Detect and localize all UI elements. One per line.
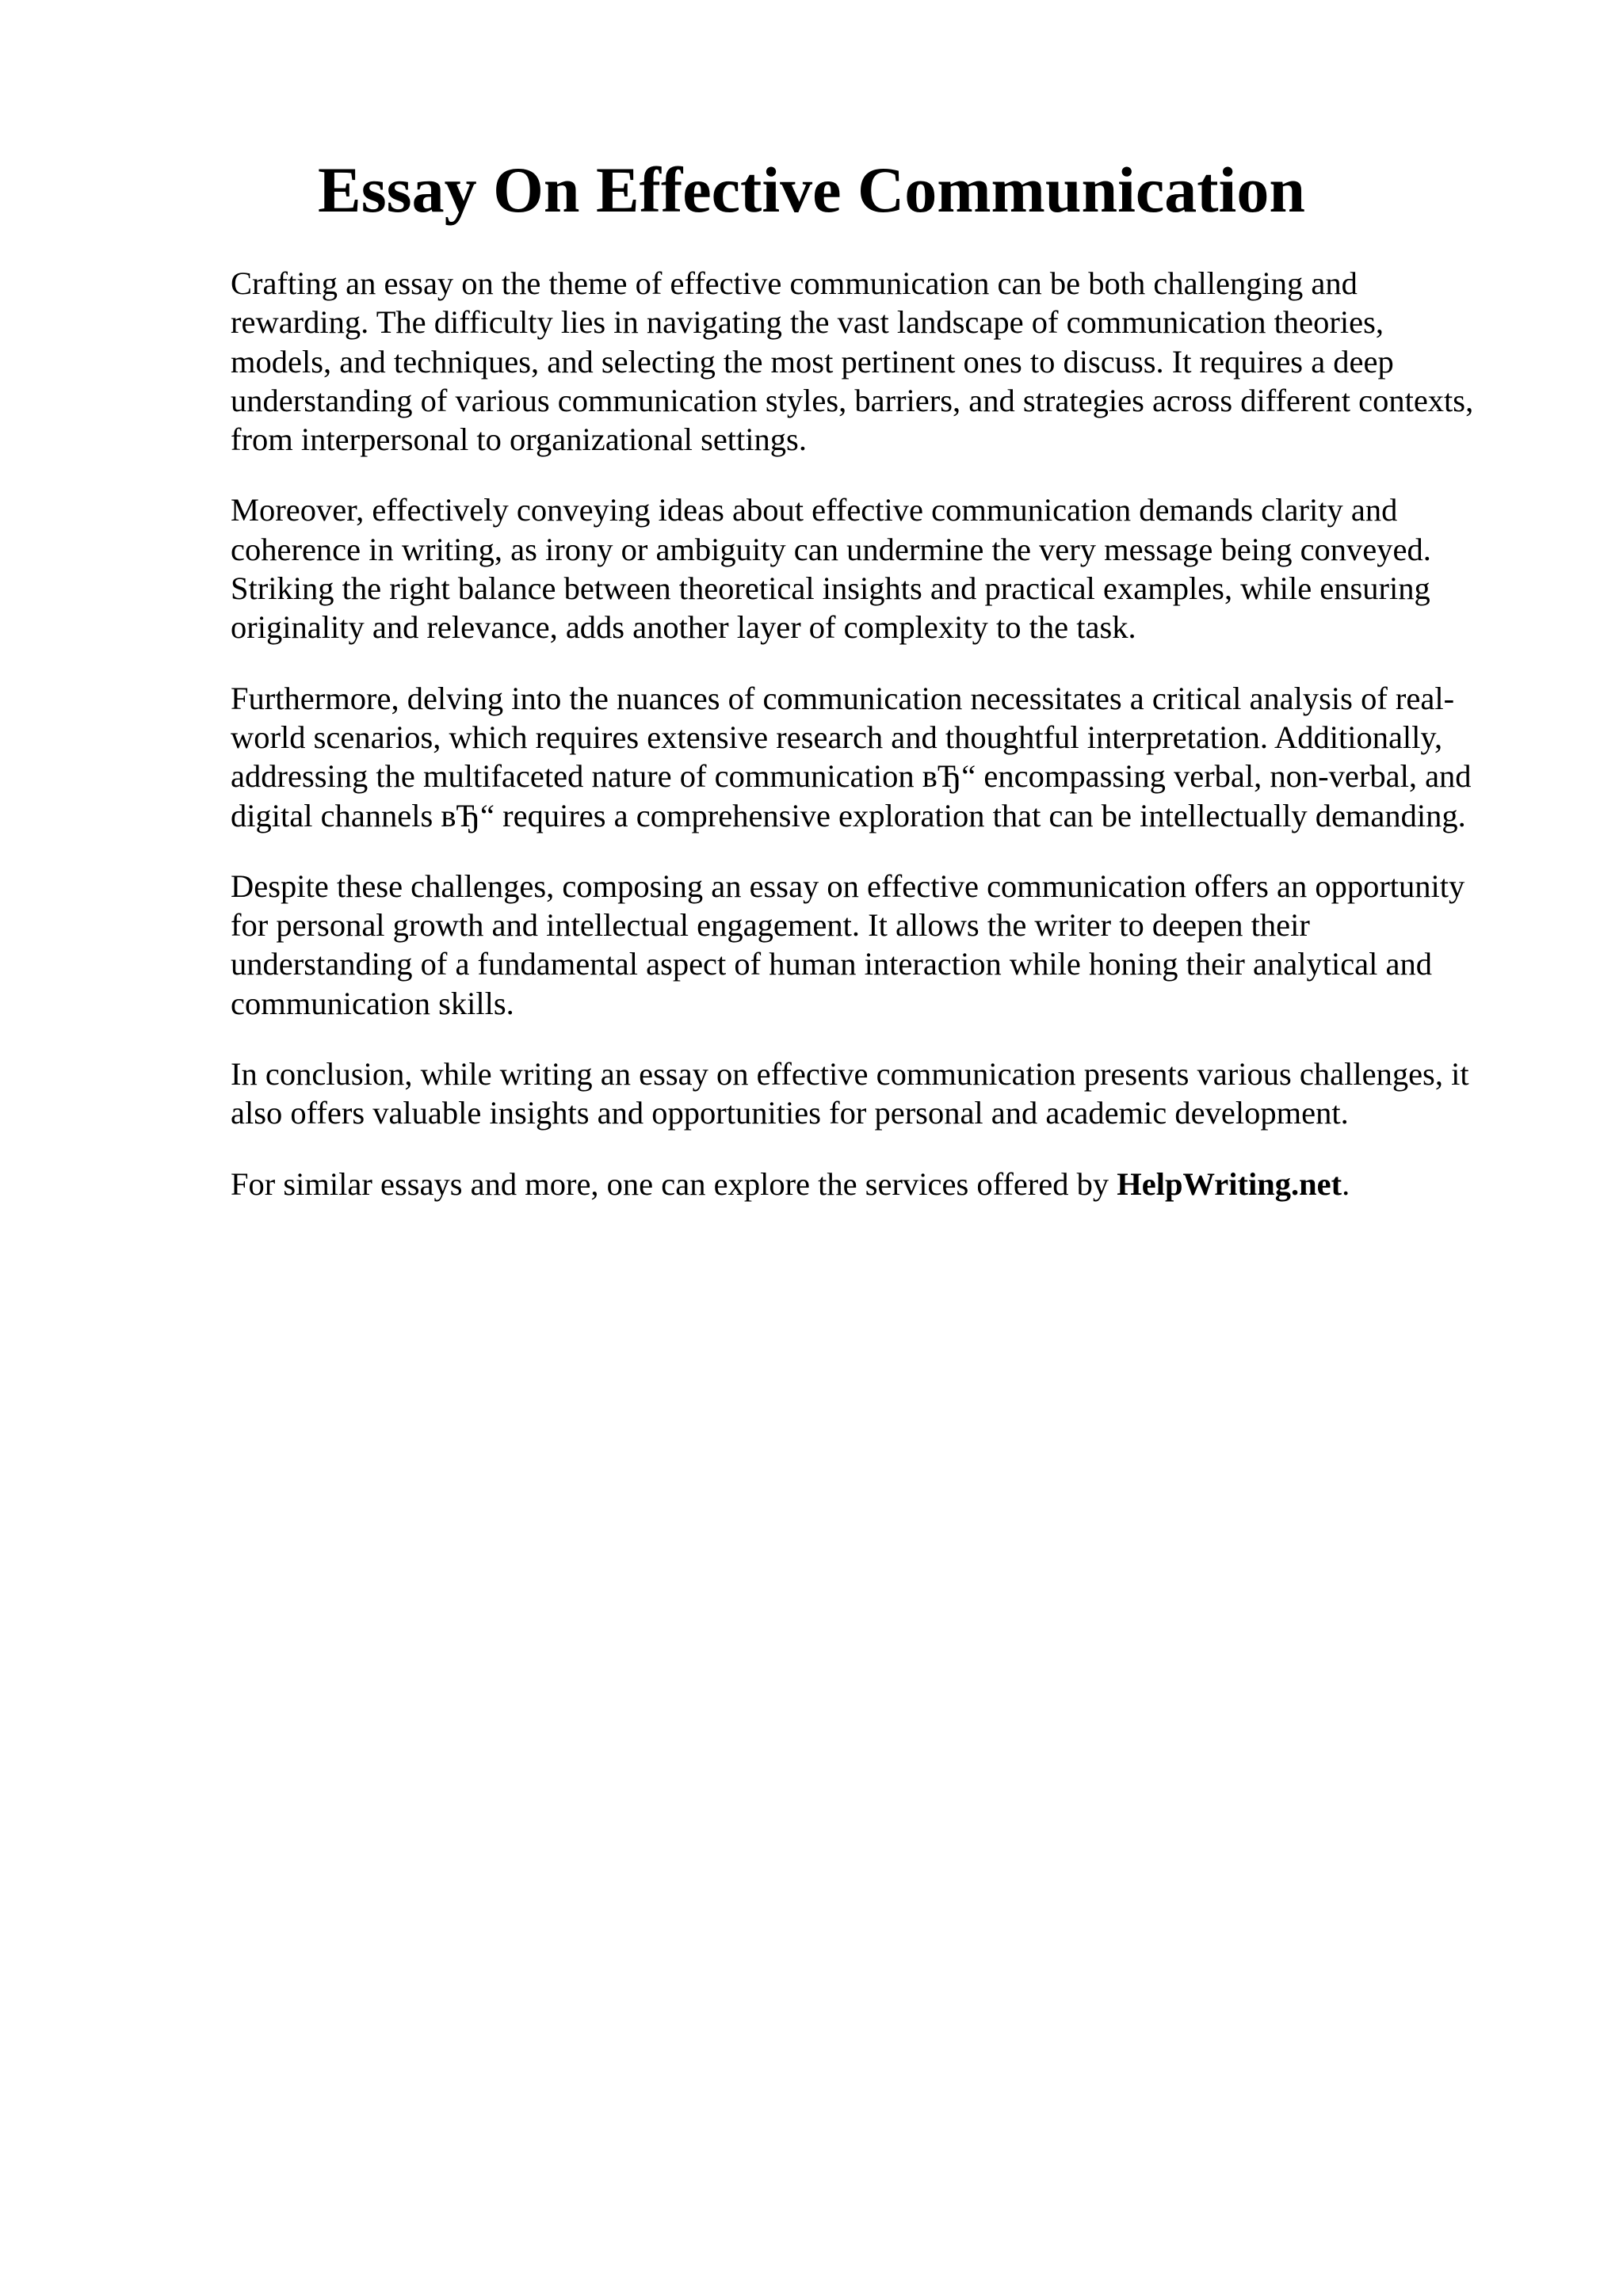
paragraph-line: Moreover, effectively conveying ideas about effective communication demands clarity and xyxy=(231,492,1398,528)
paragraph-line: also offers valuable insights and opportunities for personal and academic development. xyxy=(231,1095,1349,1131)
paragraph-line: originality and relevance, adds another layer of complexity to the task. xyxy=(231,609,1136,646)
paragraph-line: coherence in writing, as irony or ambiguity can undermine the very message being conveyed. xyxy=(231,531,1431,567)
closing-paragraph xyxy=(231,1165,1514,1203)
paragraph-line: addressing the multifaceted nature of communication вЂ“ encompassing verbal, non-verbal, and xyxy=(231,758,1472,795)
paragraph-line: from interpersonal to organizational settings. xyxy=(231,421,807,458)
paragraph-4 xyxy=(231,867,1514,1023)
paragraph-5 xyxy=(231,1055,1514,1133)
paragraph-line: world scenarios, which requires extensive research and thoughtful interpretation. Additionally, xyxy=(231,719,1443,755)
paragraph-line: Furthermore, delving into the nuances of communication necessitates a critical analysis of real- xyxy=(231,680,1455,716)
paragraph-3 xyxy=(231,679,1514,835)
paragraph-line: understanding of various communication styles, barriers, and strategies across different contexts, xyxy=(231,382,1474,418)
paragraph-line: models, and techniques, and selecting the most pertinent ones to discuss. It requires a deep xyxy=(231,343,1394,379)
closing-text: For similar essays and more, one can explore the services offered by xyxy=(231,1165,1117,1202)
paragraph-line: communication skills. xyxy=(231,985,514,1021)
paragraph-1 xyxy=(231,264,1514,459)
paragraph-line: for personal growth and intellectual engagement. It allows the writer to deepen their xyxy=(231,907,1310,944)
closing-period: . xyxy=(1342,1165,1350,1202)
paragraph-line: digital channels вЂ“ requires a comprehensive exploration that can be intellectually demanding. xyxy=(231,797,1466,833)
document-body xyxy=(231,264,1514,1235)
paragraph-line: Despite these challenges, composing an essay on effective communication offers an opportunity xyxy=(231,868,1465,904)
paragraph-line: understanding of a fundamental aspect of human interaction while honing their analytical and xyxy=(231,946,1433,982)
paragraph-line: rewarding. The difficulty lies in navigating the vast landscape of communication theories, xyxy=(231,304,1384,341)
paragraph-line: Striking the right balance between theoretical insights and practical examples, while ensuring xyxy=(231,570,1430,607)
paragraph-line: In conclusion, while writing an essay on effective communication presents various challenges, it xyxy=(231,1056,1469,1093)
page-title: Essay On Effective Communication xyxy=(318,154,1305,226)
paragraph-line: Crafting an essay on the theme of effective communication can be both challenging and xyxy=(231,265,1358,301)
paragraph-2 xyxy=(231,490,1514,646)
brand-link[interactable]: HelpWriting.net xyxy=(1117,1165,1342,1202)
